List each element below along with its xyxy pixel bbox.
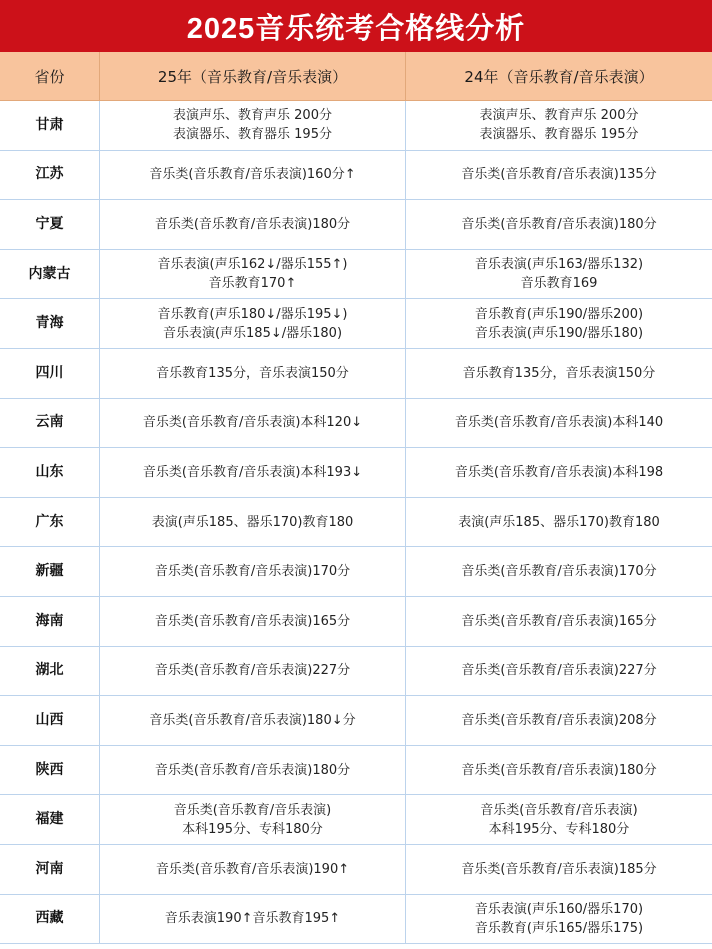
province-cell: 甘肃 [0,101,100,150]
score-2024-cell [406,250,712,299]
score-line: 音乐教育(声乐190/器乐200) [474,306,644,322]
score-2024-cell [406,795,712,844]
score-line: 音乐表演(声乐163/器乐132) [474,257,644,273]
table-row [0,498,712,548]
score-line: 音乐教育135分，音乐表演150分 [462,365,656,381]
score-2025-cell [100,399,406,448]
table-row [0,250,712,300]
score-2025-cell [100,200,406,249]
page-title: 2025音乐统考合格线分析 [0,0,712,52]
header-2024: 24年（音乐教育/音乐表演） [464,67,654,86]
score-line: 音乐类(音乐教育/音乐表演)160分↑ [149,167,356,183]
province-cell: 山西 [0,696,100,745]
score-line: 音乐类(音乐教育/音乐表演)208分 [461,712,657,728]
table-row [0,746,712,796]
table-row [0,845,712,895]
header-province: 省份 [0,52,100,100]
score-line: 音乐类(音乐教育/音乐表演)本科198 [454,464,664,480]
score-2024-cell [406,200,712,249]
table-row [0,349,712,399]
header-2025: 25年（音乐教育/音乐表演） [100,52,406,100]
province-cell: 新疆 [0,547,100,596]
score-2024-cell [406,498,712,547]
score-line: 音乐表演(声乐160/器乐170) [474,901,644,917]
score-line: 音乐教育169 [520,276,598,292]
score-line: 音乐类(音乐教育/音乐表演)165分 [154,613,351,629]
score-2025-cell [100,795,406,844]
score-line: 表演器乐、教育器乐 195分 [173,127,332,143]
score-2025-cell [100,151,406,200]
score-2025-cell [100,547,406,596]
province-cell: 西藏 [0,895,100,944]
score-2024-cell [406,696,712,745]
score-2025-cell [100,498,406,547]
score-line: 音乐教育135分，音乐表演150分 [156,365,349,381]
score-2024-cell [406,597,712,646]
table-row [0,101,712,151]
score-line: 音乐类(音乐教育/音乐表演)190↑ [155,861,350,877]
score-2025-cell [100,895,406,944]
table-row [0,696,712,746]
province-cell: 河南 [0,845,100,894]
table-body [0,101,712,944]
province-cell: 云南 [0,399,100,448]
score-line: 音乐类(音乐教育/音乐表演)180分 [461,216,657,232]
score-line: 音乐类(音乐教育/音乐表演)180分 [154,216,351,232]
score-line: 音乐类(音乐教育/音乐表演) [173,802,332,818]
score-2025-cell [100,349,406,398]
score-line: 音乐教育(声乐165/器乐175) [474,920,644,936]
score-line: 表演(声乐185、器乐170)教育180 [151,514,354,530]
score-2024-cell [406,399,712,448]
score-2025-cell [100,647,406,696]
score-line: 音乐类(音乐教育/音乐表演)227分 [154,663,351,679]
score-2025-cell [100,250,406,299]
table-row [0,448,712,498]
score-2025-cell [100,448,406,497]
score-line: 表演声乐、教育声乐 200分 [479,108,639,124]
score-line: 音乐类(音乐教育/音乐表演)135分 [461,167,657,183]
score-line: 表演器乐、教育器乐 195分 [479,127,639,143]
score-2025-cell [100,299,406,348]
score-line: 音乐类(音乐教育/音乐表演)165分 [461,613,657,629]
score-line: 音乐表演(声乐190/器乐180) [474,325,644,341]
score-line: 音乐类(音乐教育/音乐表演)185分 [461,861,657,877]
score-2024-cell [406,895,712,944]
province-cell: 四川 [0,349,100,398]
province-cell: 福建 [0,795,100,844]
score-2024-cell [406,647,712,696]
score-line: 音乐类(音乐教育/音乐表演)180分 [154,762,351,778]
score-2025-cell [100,101,406,150]
score-line: 本科195分、专科180分 [182,821,323,837]
table-row [0,597,712,647]
score-2025-cell [100,696,406,745]
score-line: 音乐类(音乐教育/音乐表演)本科140 [454,415,664,431]
score-2024-cell [406,349,712,398]
table-row [0,200,712,250]
table-row [0,151,712,201]
score-2024-cell [406,448,712,497]
score-2025-cell [100,746,406,795]
table-row [0,547,712,597]
province-cell: 内蒙古 [0,250,100,299]
score-line: 音乐教育170↑ [208,276,297,292]
province-cell: 宁夏 [0,200,100,249]
score-line: 音乐表演(声乐162↓/器乐155↑) [157,257,348,273]
score-2025-cell [100,597,406,646]
score-line: 音乐类(音乐教育/音乐表演)180分 [461,762,657,778]
table-row [0,299,712,349]
score-2024-cell [406,547,712,596]
province-cell: 青海 [0,299,100,348]
score-line: 音乐表演(声乐185↓/器乐180) [162,325,343,341]
score-line: 音乐类(音乐教育/音乐表演)本科120↓ [142,415,363,431]
score-line: 音乐类(音乐教育/音乐表演)170分 [154,564,351,580]
score-line: 音乐类(音乐教育/音乐表演)170分 [461,564,657,580]
province-cell: 广东 [0,498,100,547]
score-2024-cell [406,299,712,348]
score-line: 音乐表演190↑音乐教育195↑ [164,911,341,927]
table-row [0,647,712,697]
score-2024-cell [406,151,712,200]
score-2024-cell [406,746,712,795]
province-cell: 湖北 [0,647,100,696]
score-line: 表演声乐、教育声乐 200分 [173,108,332,124]
province-cell: 陕西 [0,746,100,795]
score-line: 音乐类(音乐教育/音乐表演)180↓分 [149,712,356,728]
province-cell: 海南 [0,597,100,646]
score-line: 音乐教育(声乐180↓/器乐195↓) [157,306,348,322]
score-line: 本科195分、专科180分 [488,821,630,837]
score-line: 表演(声乐185、器乐170)教育180 [458,514,660,530]
province-cell: 江苏 [0,151,100,200]
score-2025-cell [100,845,406,894]
score-line: 音乐类(音乐教育/音乐表演)227分 [461,663,657,679]
score-2024-cell [406,845,712,894]
score-2024-cell [406,101,712,150]
table-row [0,895,712,945]
table-row [0,399,712,449]
score-line: 音乐类(音乐教育/音乐表演)本科193↓ [142,464,363,480]
table-row [0,795,712,845]
table-header [0,52,712,101]
province-cell: 山东 [0,448,100,497]
score-line: 音乐类(音乐教育/音乐表演) [480,802,638,818]
